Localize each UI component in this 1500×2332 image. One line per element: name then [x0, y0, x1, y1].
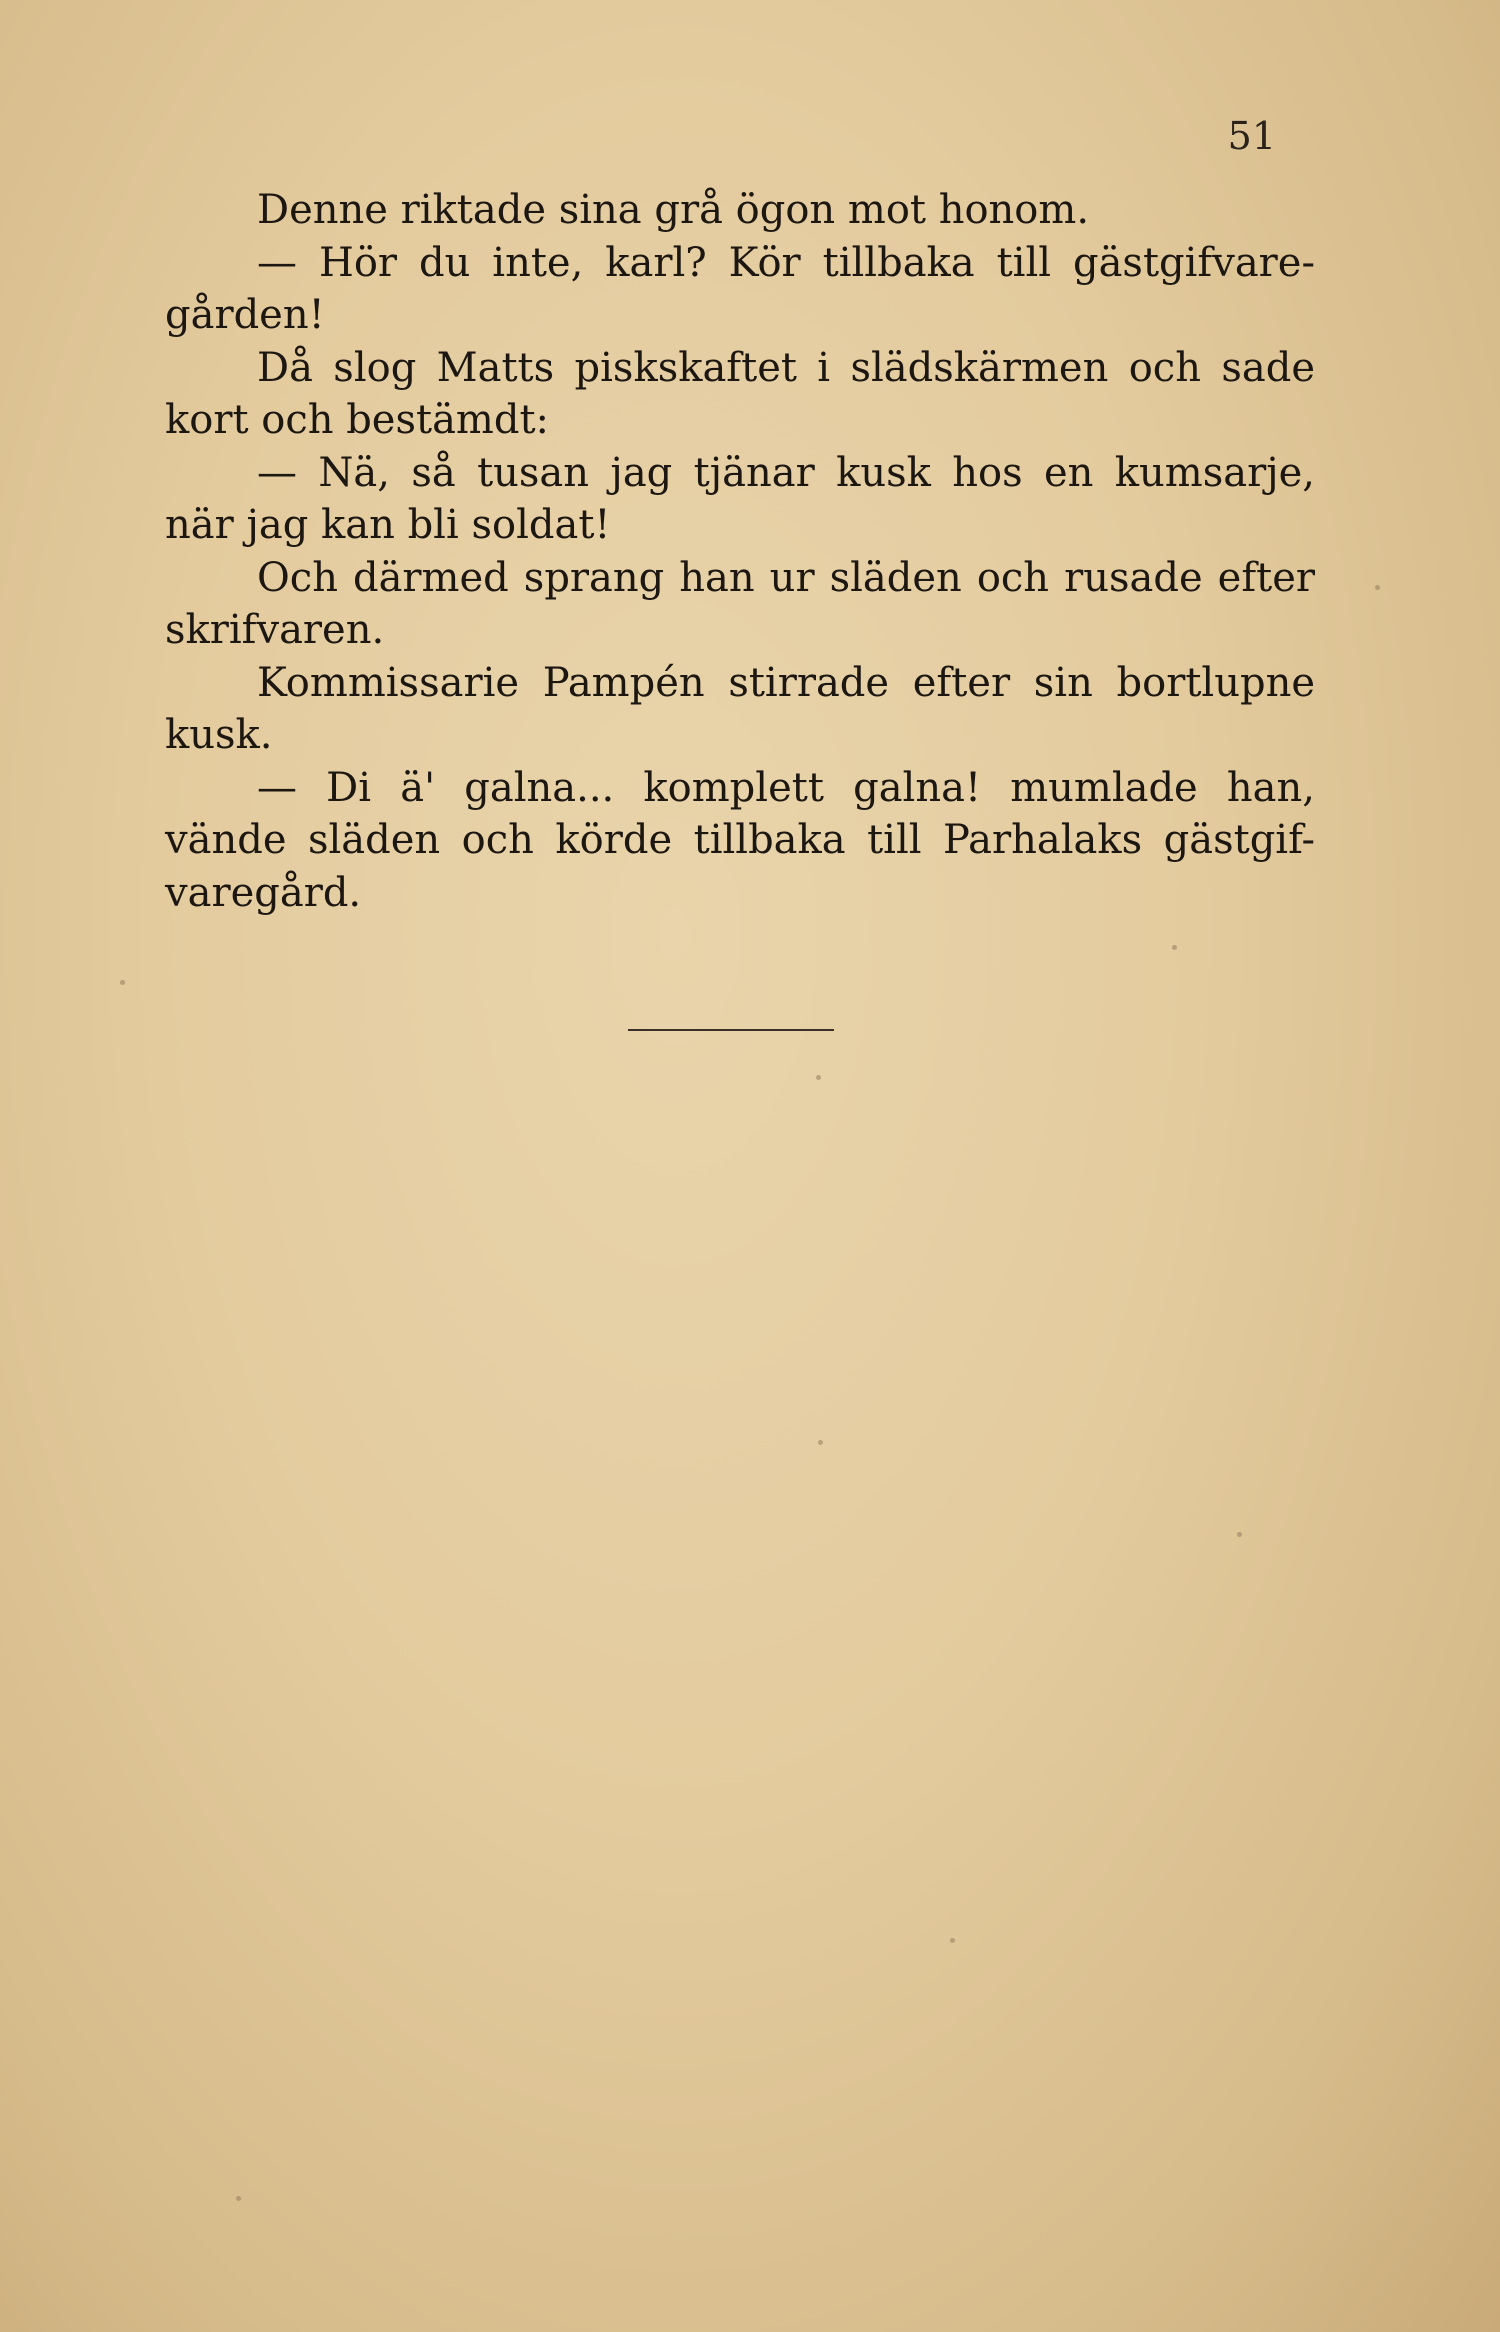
paper-speck — [818, 1440, 823, 1445]
text-line: — Nä, så tusan jag tjänar kusk hos en kumsarje, — [257, 449, 1315, 496]
text-line: skrifvaren. — [165, 607, 385, 653]
text-line: varegård. — [165, 869, 362, 916]
paper-speck — [1237, 1532, 1242, 1537]
paper-speck — [1375, 585, 1380, 590]
text-line: — Di ä' galna... komplett galna! mumlade han, — [257, 764, 1315, 811]
paper-speck — [236, 2196, 241, 2201]
paper-speck — [950, 1938, 955, 1943]
text-line: kort och bestämdt: — [165, 397, 550, 443]
paper-speck — [1172, 945, 1177, 950]
paper-speck — [816, 1075, 821, 1080]
text-line: — Hör du inte, karl? Kör tillbaka till gästgifvare- — [257, 239, 1315, 286]
text-line: när jag kan bli soldat! — [165, 502, 611, 548]
paper-speck — [120, 980, 125, 985]
text-line: kusk. — [165, 712, 273, 758]
text-line: Denne riktade sina grå ögon mot honom. — [257, 187, 1090, 233]
page-number: 51 — [1227, 114, 1276, 158]
text-line: Då slog Matts piskskaftet i slädskärmen och sade — [257, 344, 1315, 391]
text-line: Och därmed sprang han ur släden och rusade efter — [257, 554, 1315, 601]
text-line: Kommissarie Pampén stirrade efter sin bortlupne — [257, 659, 1315, 706]
text-line: gården! — [165, 292, 325, 338]
section-divider — [628, 1029, 834, 1031]
body-text — [165, 184, 1315, 919]
text-line: vände släden och körde tillbaka till Parhalaks gästgif- — [165, 817, 1315, 863]
